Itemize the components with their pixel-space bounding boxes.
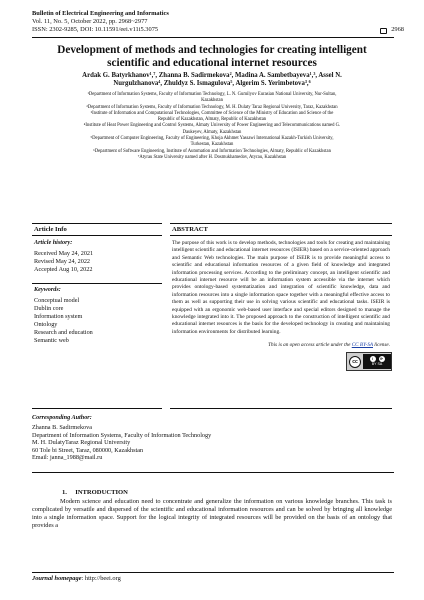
corresponding-rule (32, 472, 394, 473)
history-received: Received May 24, 2021 (34, 250, 94, 257)
affiliation-line: ⁵Department of Computer Engineering, Faculty of Engineering, Khoja Akhmet Yassawi International Kazakh-Turkish University, (90, 136, 334, 142)
journal-name: Bulletin of Electrical Engineering and Informatics (32, 10, 169, 17)
article-history-label: Article history: (34, 239, 73, 246)
keyword: Ontology (34, 321, 58, 328)
keyword: Conceptual model (34, 297, 80, 304)
license-link[interactable]: CC BY-SA (351, 342, 373, 348)
keyword: Research and education (34, 329, 93, 336)
corresponding-email: Email: janna_1988@mail.ru (32, 454, 103, 462)
cc-terms (363, 354, 391, 369)
page-number-group (380, 26, 404, 34)
abstract-rule-sub (170, 235, 392, 236)
share-alike-icon: ⟳ (380, 357, 383, 362)
affiliation-line: Kazakhstan (201, 98, 223, 104)
cc-by-sa-badge[interactable] (346, 352, 392, 371)
corresponding-univ: M. H. DulatyTaraz Regional University (32, 439, 131, 447)
history-accepted: Accepted Aug 10, 2022 (34, 266, 93, 273)
homepage-url[interactable]: : http://beei.org (81, 575, 121, 582)
paper-title: Development of methods and technologies for creating intelligent scientific and educational internet resources (57, 44, 367, 69)
affiliation-line: ⁷Atyrau State University named after H. Dosmukhamedov, Atyrau, Kazakhstan (137, 154, 287, 160)
affiliation-line: ¹Department of Information Systems, Faculty of Information Technology, L. N. Gumilyov Eurasian National University, Nur-Sultan, (87, 92, 337, 97)
affiliation-line: Republic of Kazakhstan, Almaty, Republic of Kazakhstan (157, 117, 267, 123)
corresponding-address: 60 Tole bi Street, Taraz, 080000, Kazakhstan (32, 446, 144, 454)
author-list (40, 72, 384, 88)
cc-term-labels (372, 362, 383, 367)
keyword: Semantic web (34, 337, 69, 344)
oa-suffix: license. (373, 342, 390, 348)
info-rule-sub (32, 235, 162, 236)
authors-line-1: Ardak G. Batyrkhanov¹,⁷, Zhanna B. Sadirmekova², Madina A. Sambetbayeva¹,³, Assel N. (82, 72, 342, 79)
affiliation-line: ³Institute of Information and Computational Technologies, Committee of Science of the Ministry of Education and Science of the (90, 110, 334, 116)
keywords-rule (32, 283, 162, 284)
affiliation-line: Daukeyev, Almaty, Kazakhstan (182, 129, 242, 135)
page-number: 2968 (391, 26, 404, 34)
cc-by-label: BY (371, 362, 377, 367)
page-icon (380, 28, 387, 34)
article-history (34, 250, 93, 274)
info-rule-top (32, 223, 162, 224)
article-info-heading: Article Info (34, 226, 67, 233)
footer (32, 575, 392, 582)
journal-header (32, 10, 404, 35)
affiliation-line: ⁶Department of Software Engineering, Institute of Automation and Information Technologies, Almaty, Republic of Kazakhstan (93, 148, 331, 154)
cc-icon: cc (349, 356, 361, 368)
introduction-heading: 1. INTRODUCTION (62, 489, 128, 496)
keywords-label: Keywords: (34, 286, 61, 293)
journal-issn-row (32, 26, 404, 34)
footer-rule (32, 572, 394, 573)
abstract-rule-bottom (170, 408, 392, 409)
introduction-paragraph: Modern science and education need to concentrate and generalize the information on various knowledge branches. This task is complicated by versatile and dispersed of the scientific and educational information resources and can be solved by bringing all knowledge into a single information space. Support for the logical integrity of integrated resources will be provided on the basis of an ontology that provides a (32, 498, 392, 529)
info-rule-bottom (32, 408, 162, 409)
abstract-text: The purpose of this work is to develop methods, technologies and tools for creating and maintaining intelligent scientific and educational internet resources (ISIER) based on a service-oriented approach and Semantic Web technologies. The main purpose of ISEIR is to provide meaningful access to scientific and educational information resources of a given field of knowledge and integrated information processing services. According to the preliminary concept, an intelligent scientific and educational internet resource will be an information system accessible via the internet which provides ontology-based systematization and integration of scientific knowledge, data and information resources into a single information space together with a meaningful effective access to them as well as supporting their use in solving various scientific and educational tasks. ISEIR is equipped with an ergonomic web-based user interface and special editors designed to manage the knowledge integrated into it. The proposed approach to the construction of intelligent scientific and educational internet resources is the basis for the developed technology in creating and maintaining information environments for distributed learning. (172, 240, 390, 335)
affiliations (44, 92, 380, 161)
homepage-label: Journal homepage (32, 575, 82, 582)
journal-volume: Vol. 11, No. 5, October 2022, pp. 2968~2977 (32, 18, 148, 26)
affiliation-line: Turkestan, Kazakhstan (190, 142, 234, 148)
abstract-rule-top (170, 223, 392, 224)
cc-sa-label: SA (377, 362, 383, 367)
affiliation-line: ²Department of Information Systems, Faculty of Information Technology, M. H. Dulaty Taraz Regional University, Taraz, Kazakhstan (86, 104, 338, 110)
introduction-text (32, 498, 392, 530)
corresponding-details (32, 424, 362, 462)
open-access-notice (172, 342, 390, 348)
cc-logo (347, 354, 363, 369)
header-rule (32, 37, 394, 38)
oa-prefix: This is an open access article under the (268, 342, 352, 348)
affiliation-line: ⁴Institute of Heat Power Engineering and Control Systems, Almaty University of Power Engineering and Telecommunications named G. (83, 123, 341, 129)
keyword: Dublin core (34, 305, 64, 312)
keywords-list (34, 297, 93, 345)
attribution-icon: i (370, 356, 376, 362)
abstract-heading: ABSTRACT (172, 226, 208, 233)
history-revised: Revised May 24, 2022 (34, 258, 91, 265)
corresponding-dept: Department of Information Systems, Faculty of Information Technology (32, 431, 212, 439)
keyword: Information system (34, 313, 83, 320)
corresponding-label: Corresponding Author: (32, 414, 92, 421)
corresponding-name: Zhanna B. Sadirmekova (32, 424, 92, 431)
journal-issn: ISSN: 2302-9285, DOI: 10.11591/eei.v11i5.3075 (32, 26, 159, 34)
authors-line-2: Nurgulzhanova⁴, Zhuldyz S. Ismagulova⁵, Algerim S. Yerimbetova³,⁶ (113, 80, 311, 88)
